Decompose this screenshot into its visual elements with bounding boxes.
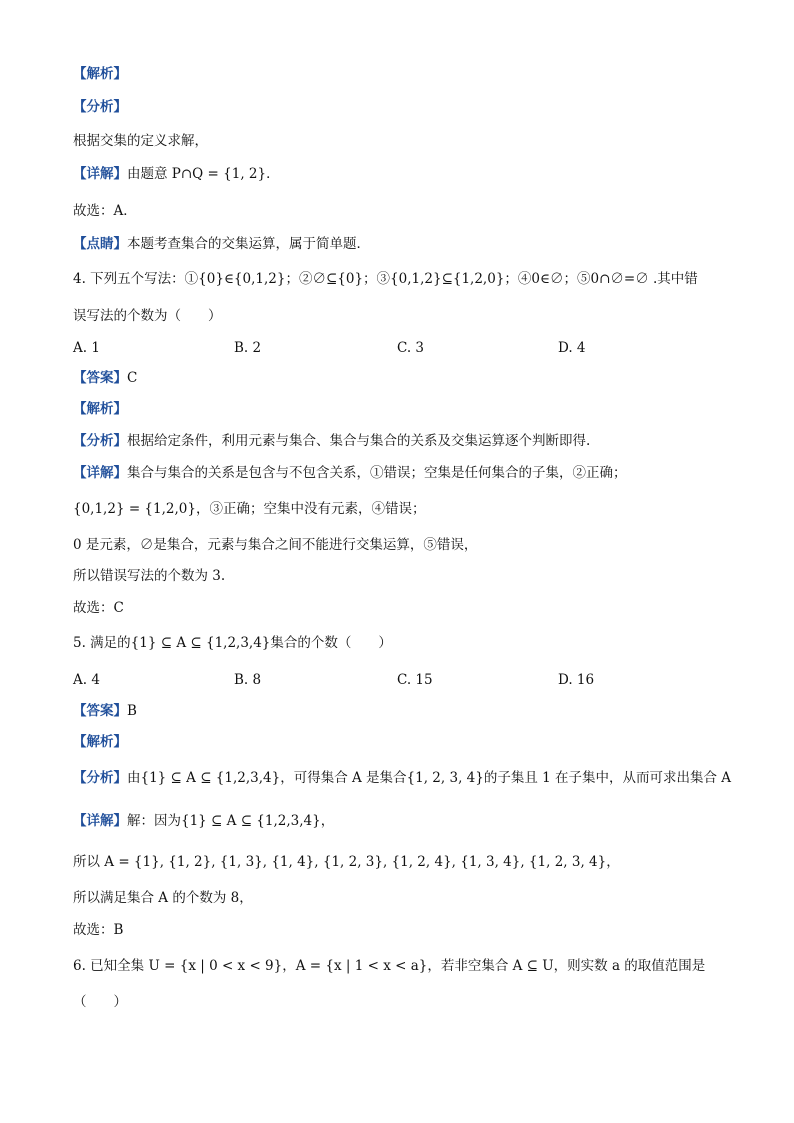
q5-jiexi-heading: 【解析】 [73,734,127,750]
q4-detail-line3: 0 是元素，∅是集合，元素与集合之间不能进行交集运算，⑤错误， [73,537,478,553]
q4-jiexi-heading: 【解析】 [73,401,127,417]
q4-detail-line1: 【详解】集合与集合的关系是包含与不包含关系，①错误；空集是任何集合的子集，②正确； [73,465,627,481]
q3-fenxi-heading: 【分析】 [73,99,127,115]
q4-answer: 【答案】C [73,370,138,386]
q5-stem: 5. 满足的{1} ⊆ A ⊆ {1,2,3,4}集合的个数（ ） [73,635,392,651]
q5-detail-line3: 所以满足集合 A 的个数为 8， [73,890,253,906]
q3-detail: 【详解】由题意 P∩Q = {1, 2}． [73,166,280,182]
q4-detail-line2: {0,1,2} = {1,2,0}，③正确；空集中没有元素，④错误； [73,501,426,517]
q6-stem-line2: （ ） [73,994,127,1010]
q5-option-a: A. 4 [73,672,100,688]
q5-option-b: B. 8 [234,672,262,688]
q5-answer: 【答案】B [73,703,137,719]
q5-option-c: C. 15 [397,672,433,688]
q5-option-d: D. 16 [558,672,595,688]
q4-stem-line2: 误写法的个数为（ ） [73,308,222,324]
q3-choice: 故选：A． [73,203,137,219]
q4-choice: 故选：C [73,600,124,616]
q5-analysis: 【分析】由{1} ⊆ A ⊆ {1,2,3,4}，可得集合 A 是集合{1, 2, 3, 4}的子集且 1 在子集中，从而可求出集合 A [73,770,732,786]
q6-stem-line1: 6. 已知全集 U = {x | 0 < x < 9}，A = {x | 1 < x < a}，若非空集合 A ⊆ U，则实数 a 的取值范围是 [73,958,706,974]
q3-jiexi-heading: 【解析】 [73,66,127,82]
q4-option-c: C. 3 [397,340,425,356]
q4-option-d: D. 4 [558,340,586,356]
q5-detail-line2: 所以 A = {1}, {1, 2}, {1, 3}, {1, 4}, {1, 2, 3}, {1, 2, 4}, {1, 3, 4}, {1, 2, 3, 4}， [73,854,620,870]
q4-option-b: B. 2 [234,340,262,356]
q5-detail-line1: 【详解】解：因为{1} ⊆ A ⊆ {1,2,3,4}， [73,813,335,829]
q4-detail-line4: 所以错误写法的个数为 3. [73,568,226,584]
q4-option-a: A. 1 [73,340,100,356]
q4-analysis: 【分析】根据给定条件，利用元素与集合、集合与集合的关系及交集运算逐个判断即得. [73,433,591,449]
q4-stem-line1: 4. 下列五个写法：①{0}∈{0,1,2}；②∅⊆{0}；③{0,1,2}⊆{1,2,0}；④0∈∅；⑤0∩∅=∅ .其中错 [73,271,698,287]
q5-choice: 故选：B [73,922,124,938]
q3-analysis: 根据交集的定义求解， [73,133,208,149]
q3-comment: 【点睛】本题考查集合的交集运算，属于简单题． [73,236,370,252]
